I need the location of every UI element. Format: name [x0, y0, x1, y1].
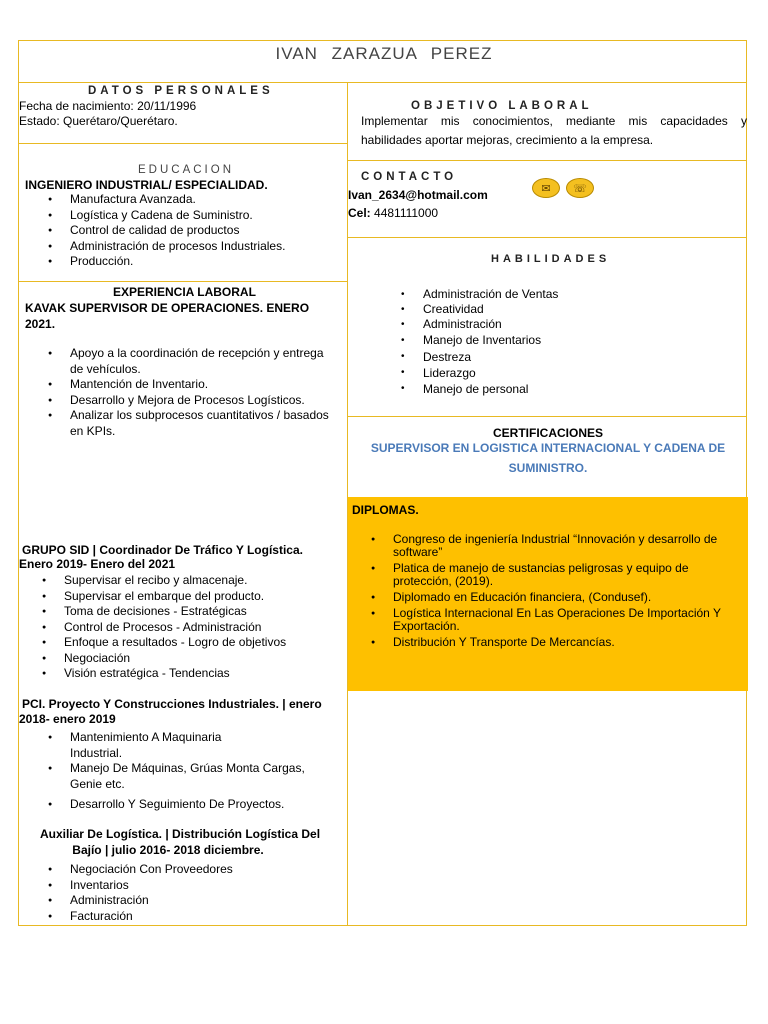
email: Ivan_2634@hotmail.com	[348, 188, 488, 202]
list-item: ● Control de Procesos - Administración	[64, 620, 286, 636]
list-item: ● Enfoque a resultados - Logro de objetivos	[64, 635, 286, 651]
list-item: ● Administración	[70, 893, 233, 909]
phone-icon: ☏	[566, 178, 594, 198]
list-item: ● Logística Internacional En Las Operaciones De Importación Y Exportación.	[393, 607, 747, 633]
educacion-list	[70, 192, 285, 270]
job-header: Auxiliar De Logística. | Distribución Logística Del	[39, 827, 321, 841]
objetivo-line-2: habilidades aportar mejoras, crecimiento a la empresa.	[361, 133, 654, 147]
diplomas-list	[393, 533, 747, 649]
job-header: GRUPO SID | Coordinador De Tráfico Y Logística.	[22, 543, 303, 557]
list-item: • Liderazgo	[423, 365, 558, 381]
certificacion-line-1: SUPERVISOR EN LOGISTICA INTERNACIONAL Y CADENA DE	[370, 441, 726, 455]
list-item: • Destreza	[423, 349, 558, 365]
list-item: ● Logística y Cadena de Suministro.	[70, 208, 285, 224]
list-item: • Creatividad	[423, 302, 558, 317]
list-item: • Manejo de Inventarios	[423, 332, 558, 349]
phone	[348, 206, 438, 221]
list-item: ● Analizar los subprocesos cuantitativos / basados en KPIs.	[70, 408, 342, 439]
list-item: ● Negociación Con Proveedores	[70, 862, 233, 878]
list-item: ● Mantención de Inventario.	[70, 377, 342, 393]
list-item: ● Desarrollo y Mejora de Procesos Logísticos.	[70, 393, 342, 409]
list-item: ● Platica de manejo de sustancias peligrosas y equipo de protección, (2019).	[393, 562, 747, 588]
list-item: • Administración	[423, 317, 558, 332]
degree: INGENIERO INDUSTRIAL/ ESPECIALIDAD.	[25, 178, 268, 192]
certificacion-line-2: SUMINISTRO.	[508, 461, 588, 475]
objetivo-line-1: Implementar mis conocimientos, mediante mis capacidades y	[361, 114, 747, 128]
educacion-title: EDUCACION	[138, 164, 235, 176]
list-item: ● Visión estratégica - Tendencias	[64, 666, 286, 682]
divider	[347, 416, 747, 417]
list-item: ● Control de calidad de productos	[70, 223, 285, 239]
job2-list	[64, 573, 286, 682]
list-item: ● Congreso de ingeniería Industrial “Innovación y desarrollo de software”	[393, 533, 747, 559]
list-item: ● Supervisar el recibo y almacenaje.	[64, 573, 286, 589]
divider	[18, 82, 747, 83]
job3-list	[70, 730, 342, 813]
job4-list	[70, 862, 233, 924]
state: Estado: Querétaro/Querétaro.	[19, 114, 178, 128]
habilidades-title: HABILIDADES	[491, 253, 611, 265]
objetivo-title: OBJETIVO LABORAL	[411, 100, 593, 112]
list-item: ● Facturación	[70, 909, 233, 925]
job-header: Enero 2019- Enero del 2021	[19, 557, 176, 571]
list-item: ● Inventarios	[70, 878, 233, 894]
list-item: ● Producción.	[70, 254, 285, 270]
envelope-icon: ✉	[532, 178, 560, 198]
list-item: ● Manejo De Máquinas, Grúas Monta Cargas, Genie etc.	[70, 761, 342, 792]
experiencia-title: EXPERIENCIA LABORAL	[113, 285, 256, 299]
candidate-name: IVAN ZARAZUA PEREZ	[275, 44, 493, 63]
list-item: ● Negociación	[64, 651, 286, 667]
job-header: KAVAK SUPERVISOR DE OPERACIONES. ENERO	[25, 301, 310, 315]
job-header: 2021.	[25, 317, 56, 331]
list-item: ● Administración de procesos Industriales.	[70, 239, 285, 255]
habilidades-list	[423, 287, 558, 397]
list-item: ● Manufactura Avanzada.	[70, 192, 285, 208]
list-item: ● Mantenimiento A Maquinaria Industrial.	[70, 730, 342, 761]
job-header: Bajío | julio 2016- 2018 diciembre.	[72, 843, 264, 857]
job-header: PCI. Proyecto Y Construcciones Industriales. | enero	[22, 697, 322, 711]
birth-date: Fecha de nacimiento: 20/11/1996	[19, 99, 197, 113]
divider	[347, 160, 747, 161]
certificaciones-title: CERTIFICACIONES	[492, 426, 603, 440]
divider	[18, 281, 347, 282]
divider	[18, 143, 347, 144]
list-item: ● Toma de decisiones - Estratégicas	[64, 604, 286, 620]
list-item: ● Desarrollo Y Seguimiento De Proyectos.	[70, 797, 342, 813]
list-item: ● Supervisar el embarque del producto.	[64, 589, 286, 605]
cel-number: 4481111000	[374, 206, 439, 220]
list-item: ● Distribución Y Transporte De Mercancías.	[393, 636, 747, 649]
job-header: 2018- enero 2019	[19, 712, 116, 726]
list-item: ● Apoyo a la coordinación de recepción y entrega de vehículos.	[70, 346, 342, 377]
contacto-title: CONTACTO	[361, 171, 458, 183]
diplomas-title: DIPLOMAS.	[352, 503, 419, 517]
list-item: ● Diplomado en Educación financiera, (Condusef).	[393, 591, 747, 604]
cel-label: Cel:	[348, 206, 371, 220]
divider	[347, 237, 747, 238]
job1-list	[70, 346, 342, 439]
datos-personales-title: DATOS PERSONALES	[88, 85, 274, 97]
list-item: • Manejo de personal	[423, 381, 558, 397]
list-item: • Administración de Ventas	[423, 287, 558, 302]
